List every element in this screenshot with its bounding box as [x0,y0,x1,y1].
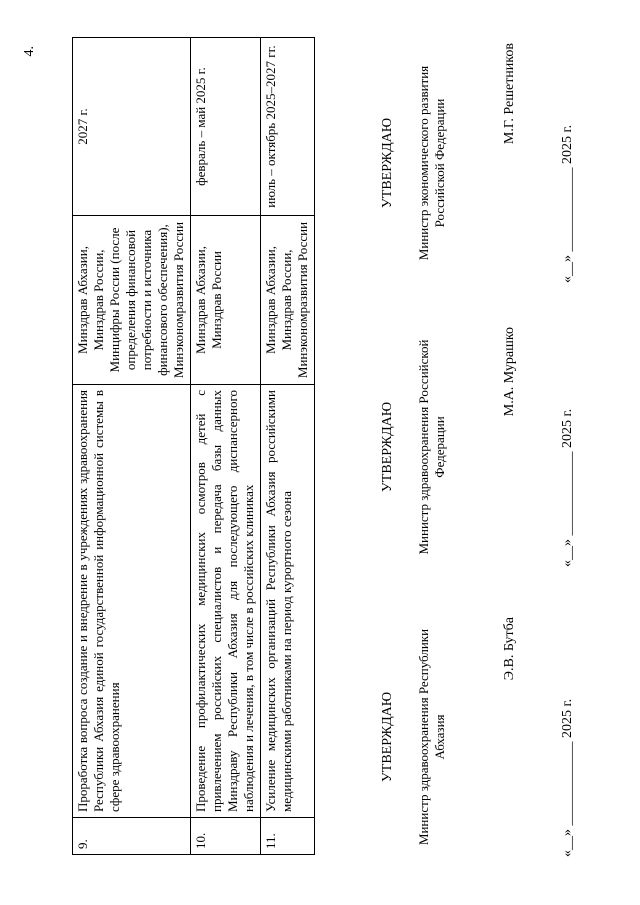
approval-date: «__» ____________ 2025 г. [560,124,575,283]
approval-block [380,0,640,905]
approval-date: «__» ____________ 2025 г. [560,408,575,567]
approval-header: УТВЕРЖДАЮ [380,691,395,783]
approval-header: УТВЕРЖДАЮ [380,401,395,493]
approval-role: Министр здравоохранения Российской Федерации [416,339,447,555]
row-task: Усиление медицинских организаций Республики Абхазия российскими медицинскими работниками на период курортного сезона [261,385,315,818]
row-number: 11. [261,818,315,855]
table-row [73,38,191,855]
approval-signatory-name: М.А. Мурашко [502,327,517,417]
approval-signatory-name: Э.В. Бутба [502,617,517,681]
row-number: 10. [191,818,261,855]
approval-russia-health [380,327,575,567]
approval-role: Министр здравоохранения Республики Абхазия [416,628,447,846]
row-term: 2027 г. [73,38,191,216]
approval-date: «__» ____________ 2025 г. [560,698,575,857]
row-term: июль – октябрь 2025–2027 гг. [261,38,315,216]
approval-role: Министр экономического развития Российской Федерации [416,65,447,261]
approval-russia-economy [380,43,575,283]
approval-abkhazia-health [380,617,575,857]
approval-signatory-name: М.Г. Решетников [502,43,517,145]
table-row [191,38,261,855]
row-responsible: Минздрав Абхазии, Минздрав России, Минэкономразвития России [261,216,315,385]
table-row [261,38,315,855]
row-term: февраль – май 2025 г. [191,38,261,216]
row-responsible: Минздрав Абхазии, Минздрав России, Минцифры России (после определения финансовой потребности и источника финансового обеспечения), Минэкономразвития России [73,216,191,385]
row-responsible: Минздрав Абхазии, Минздрав России [191,216,261,385]
plan-table [72,37,315,855]
row-number: 9. [73,818,191,855]
row-task: Проработка вопроса создание и внедрение в учреждениях здравоохранения Республики Абхазия единой государственной информационной системы в сфере здравоохранения [73,385,191,818]
approval-header: УТВЕРЖДАЮ [380,117,395,209]
page-number: 4. [22,46,37,57]
row-task: Проведение профилактических медицинских осмотров детей с привлечением российских специалистов и передача базы данных Минздраву Республики Абхазия для последующего диспансерного наблюдения и лечения, в том числе в российских клиниках [191,385,261,818]
